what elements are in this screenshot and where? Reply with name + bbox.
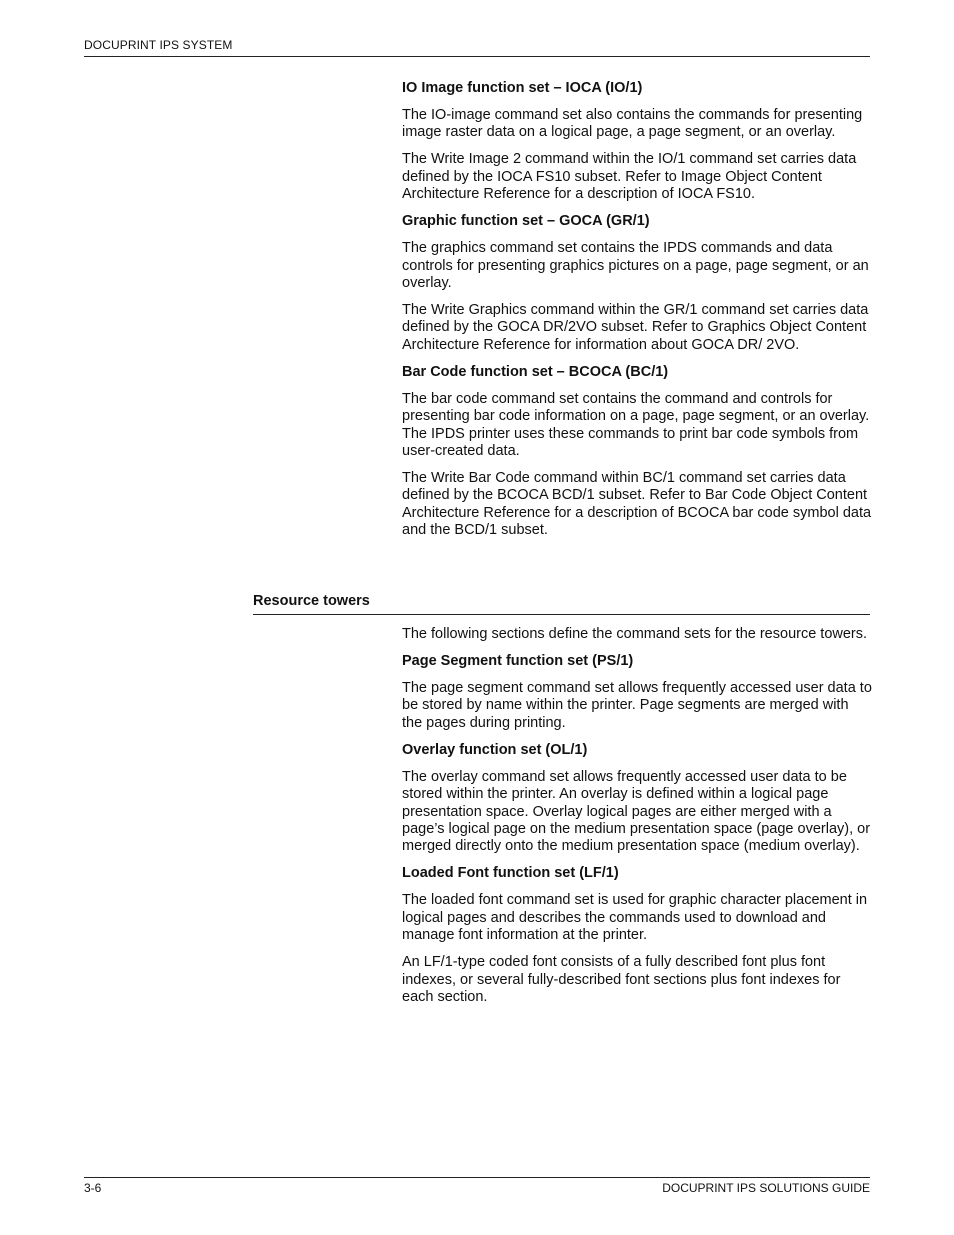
lf-paragraph-1: The loaded font command set is used for graphic character placement in logical pages and describes the commands used to download and manage font information at the printer. xyxy=(402,892,868,944)
gr-paragraph-1: The graphics command set contains the IPDS commands and data controls for presenting graphics pictures on a page, page segment, or an overlay. xyxy=(402,240,869,292)
ol-heading: Overlay function set (OL/1) xyxy=(402,741,588,758)
bc-paragraph-2: The Write Bar Code command within BC/1 command set carries data defined by the BCOCA BCD/1 subset. Refer to Bar Code Object Content Architecture Reference for a description of BCOCA bar code symbol data and the BCD/1 subset. xyxy=(402,470,872,539)
resource-intro: The following sections define the command sets for the resource towers. xyxy=(402,626,868,642)
book-title: DOCUPRINT IPS SOLUTIONS GUIDE xyxy=(662,1181,870,1195)
lf-paragraph-2: An LF/1-type coded font consists of a fully described font plus font indexes, or several fully-described font sections plus font indexes for each section. xyxy=(402,954,841,1006)
gr-heading: Graphic function set – GOCA (GR/1) xyxy=(402,213,650,230)
section-rule xyxy=(253,614,870,615)
lf-heading: Loaded Font function set (LF/1) xyxy=(402,865,619,882)
body-column-top xyxy=(402,80,872,540)
running-head: DOCUPRINT IPS SYSTEM xyxy=(84,38,233,52)
gr-paragraph-2: The Write Graphics command within the GR/1 command set carries data defined by the GOCA DR/2VO subset. Refer to Graphics Object Content Architecture Reference for information about GOCA DR/ 2VO. xyxy=(402,302,869,353)
io-heading: IO Image function set – IOCA (IO/1) xyxy=(402,80,643,96)
footer-rule xyxy=(84,1177,870,1178)
bc-heading: Bar Code function set – BCOCA (BC/1) xyxy=(402,363,669,380)
io-paragraph-2: The Write Image 2 command within the IO/1 command set carries data defined by the IOCA FS10 subset. Refer to Image Object Content Architecture Reference for a description of IOCA FS10. xyxy=(402,151,857,203)
ol-paragraph-1: The overlay command set allows frequently accessed user data to be stored within the printer. An overlay is defined within a logical page presentation space. Overlay logical pages are either merged with a page’s logical page on the medium presentation space (page overlay), or merged directly onto the medium presentation space (medium overlay). xyxy=(402,768,871,855)
bc-paragraph-1: The bar code command set contains the command and controls for presenting bar code information on a page, page segment, or an overlay. The IPDS printer uses these commands to print bar code symbols from user-created data. xyxy=(402,390,870,460)
io-paragraph-1: The IO-image command set also contains the commands for presenting image raster data on a logical page, a page segment, or an overlay. xyxy=(402,107,863,141)
body-column-bottom xyxy=(402,626,872,1006)
ps-paragraph-1: The page segment command set allows frequently accessed user data to be stored by name within the printer. Page segments are merged with the pages during printing. xyxy=(402,680,872,731)
ps-heading: Page Segment function set (PS/1) xyxy=(402,653,634,669)
page-number: 3-6 xyxy=(84,1181,102,1195)
header-rule xyxy=(84,56,870,57)
section-heading: Resource towers xyxy=(253,593,370,609)
